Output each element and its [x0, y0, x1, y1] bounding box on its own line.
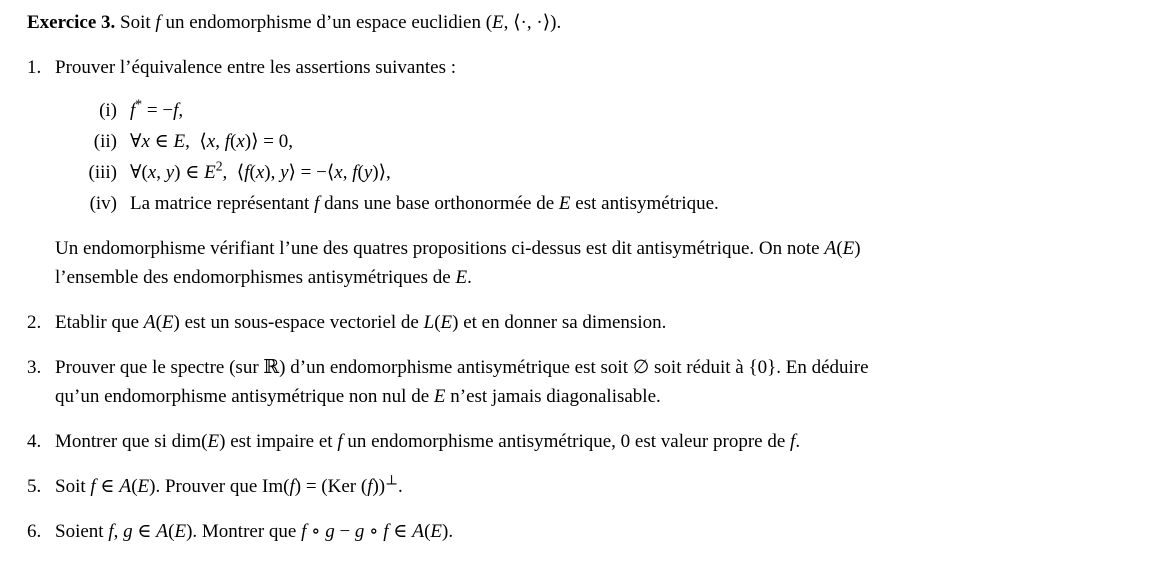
exercise-header	[27, 8, 1135, 37]
text-run: ∘	[306, 521, 326, 542]
assertion-label: (i)	[99, 100, 117, 121]
math-symbol: x	[147, 162, 157, 183]
text-run: ,	[113, 521, 124, 542]
math-symbol: E	[174, 521, 187, 542]
text-run: (	[155, 312, 162, 333]
item-body	[55, 517, 1135, 546]
text-run: dans une base orthonormée de	[319, 193, 559, 214]
text-run: (	[249, 162, 256, 183]
assertion-item-ii	[55, 127, 1135, 156]
text-run: Soient	[55, 521, 109, 542]
text-run: est antisymétrique.	[570, 193, 719, 214]
math-symbol: f	[383, 521, 389, 542]
assertion-label: (iv)	[89, 193, 117, 214]
math-symbol: E	[207, 431, 220, 452]
text-run: Prouver que le spectre (sur ℝ) d’un endomorphisme antisymétrique est soit ∅ soit réduit à {0}. En déduire	[55, 357, 869, 378]
assertion-list	[55, 96, 1135, 218]
math-symbol: f	[314, 193, 320, 214]
exercise-item-4	[27, 427, 1135, 456]
math-symbol: x	[255, 162, 265, 183]
math-symbol: x	[206, 131, 216, 152]
item-body	[55, 353, 1135, 411]
math-symbol: f	[337, 431, 343, 452]
text-run: , ⟨·, ·⟩).	[503, 12, 562, 33]
text-run: .	[467, 267, 472, 288]
text-run: ). Montrer que	[186, 521, 302, 542]
math-symbol: g	[123, 521, 133, 542]
text-run: un endomorphisme antisymétrique, 0 est valeur propre de	[342, 431, 791, 452]
math-symbol: *	[135, 96, 143, 112]
assertion-formula	[130, 127, 1135, 156]
text-run: .	[398, 476, 403, 497]
math-symbol: f	[155, 12, 161, 33]
text-run: ∈	[132, 521, 157, 542]
text-run: (	[131, 476, 138, 497]
math-symbol: f	[790, 431, 796, 452]
math-symbol: f	[289, 476, 295, 497]
item-text-line	[55, 353, 1135, 382]
assertion-label: (iii)	[88, 162, 117, 183]
item-text-line	[55, 427, 1135, 456]
math-symbol: y	[165, 162, 175, 183]
item-text-line	[55, 517, 1135, 546]
math-symbol: E	[204, 162, 216, 183]
math-symbol: f	[130, 100, 136, 121]
item-number: 1.	[27, 57, 42, 78]
math-symbol: E	[492, 12, 504, 33]
text-run: (	[434, 312, 441, 333]
note-text-line	[55, 234, 1135, 263]
math-symbol: A	[412, 521, 425, 542]
text-run: Soit	[55, 476, 91, 497]
math-symbol: f	[244, 162, 250, 183]
text-run: Prouver l’équivalence entre les assertions suivantes :	[55, 57, 456, 78]
math-symbol: ⊥	[385, 472, 398, 488]
math-symbol: E	[455, 267, 468, 288]
assertion-formula	[130, 158, 1135, 187]
math-symbol: x	[141, 131, 150, 152]
text-run: ,	[156, 162, 166, 183]
math-symbol: 2	[215, 158, 223, 174]
exercise-item-5	[27, 472, 1135, 501]
item-number: 3.	[27, 357, 42, 378]
item-body	[55, 427, 1135, 456]
item-note	[55, 234, 1135, 292]
assertion-formula	[130, 96, 1135, 125]
math-symbol: E	[842, 238, 855, 259]
math-symbol: g	[354, 521, 365, 542]
text-run: ) = (Ker (	[294, 476, 368, 497]
exercise-label: Exercice 3.	[27, 12, 116, 33]
text-run: = −	[142, 100, 174, 121]
text-run: ∀	[130, 131, 142, 152]
item-text-line	[55, 53, 1135, 82]
math-symbol: x	[236, 131, 245, 152]
text-run: qu’un endomorphisme antisymétrique non nul de	[55, 386, 434, 407]
text-run: ∈	[388, 521, 413, 542]
text-run: .	[795, 431, 801, 452]
text-run: ) et en donner sa dimension.	[452, 312, 667, 333]
math-symbol: f	[224, 131, 230, 152]
math-symbol: f	[108, 521, 114, 542]
text-run: ). Prouver que Im(	[149, 476, 290, 497]
exercise-item-6	[27, 517, 1135, 546]
item-number: 6.	[27, 521, 42, 542]
exercise-item-2	[27, 308, 1135, 337]
text-run: (	[424, 521, 431, 542]
text-run: ∈	[149, 131, 174, 152]
assertion-item-i	[55, 96, 1135, 125]
math-symbol: L	[423, 312, 435, 333]
math-symbol: y	[363, 162, 373, 183]
item-body	[55, 53, 1135, 292]
item-number: 5.	[27, 476, 42, 497]
math-symbol: f	[301, 521, 307, 542]
text-run: ) est un sous-espace vectoriel de	[173, 312, 424, 333]
text-run: n’est jamais diagonalisable.	[445, 386, 661, 407]
text-run: , ⟨	[222, 162, 245, 183]
text-run: ))	[372, 476, 386, 497]
item-body	[55, 308, 1135, 337]
assertion-item-iii	[55, 158, 1135, 187]
exercise-item-list	[27, 53, 1135, 546]
math-symbol: f	[367, 476, 373, 497]
text-run: (	[357, 162, 364, 183]
text-run: l’ensemble des endomorphismes antisymétriques de	[55, 267, 456, 288]
math-symbol: E	[161, 312, 174, 333]
text-run: (	[168, 521, 175, 542]
item-body	[55, 472, 1135, 501]
assertion-item-iv	[55, 189, 1135, 218]
text-run: La matrice représentant	[130, 193, 315, 214]
assertion-label: (ii)	[93, 131, 117, 152]
math-symbol: f	[352, 162, 358, 183]
math-symbol: f	[90, 476, 96, 497]
text-run: ,	[342, 162, 353, 183]
exercise-intro	[115, 12, 561, 33]
math-symbol: A	[824, 238, 837, 259]
text-run: ∀(	[130, 162, 148, 183]
note-text-line	[55, 263, 1135, 292]
text-run: (	[836, 238, 843, 259]
exercise-item-3	[27, 353, 1135, 411]
text-run: ,	[215, 131, 225, 152]
math-symbol: g	[325, 521, 335, 542]
item-text-line	[55, 382, 1135, 411]
text-run: )⟩,	[372, 162, 391, 183]
math-symbol: E	[433, 386, 446, 407]
text-run: )	[854, 238, 861, 259]
math-symbol: A	[119, 476, 132, 497]
math-symbol: E	[173, 131, 186, 152]
math-symbol: x	[334, 162, 343, 183]
math-symbol: E	[137, 476, 150, 497]
math-symbol: E	[430, 521, 442, 542]
math-symbol: y	[280, 162, 289, 183]
math-symbol: E	[558, 193, 571, 214]
math-symbol: E	[440, 312, 453, 333]
math-symbol: f	[173, 100, 179, 121]
assertion-formula	[130, 189, 1135, 218]
text-run: Etablir que	[55, 312, 144, 333]
text-run: Un endomorphisme vérifiant l’une des quatres propositions ci-dessus est dit antisymétrique. On note	[55, 238, 825, 259]
text-run: )⟩ = 0,	[244, 131, 293, 152]
item-text-line	[55, 308, 1135, 337]
text-run: , ⟨	[185, 131, 207, 152]
text-run: ).	[442, 521, 454, 542]
text-run: un endomorphisme d’un espace euclidien (	[160, 12, 493, 33]
item-number: 2.	[27, 312, 42, 333]
text-run: ⟩ = −⟨	[288, 162, 335, 183]
text-run: ),	[264, 162, 281, 183]
math-symbol: A	[143, 312, 156, 333]
text-run: ∈	[95, 476, 120, 497]
item-number: 4.	[27, 431, 42, 452]
text-run: −	[334, 521, 355, 542]
text-run: ∘	[364, 521, 384, 542]
text-run: ) est impaire et	[219, 431, 338, 452]
text-run: ,	[178, 100, 184, 121]
math-symbol: A	[156, 521, 169, 542]
item-text-line	[55, 472, 1135, 501]
text-run: Montrer que si dim(	[55, 431, 208, 452]
text-run: ) ∈	[174, 162, 205, 183]
text-run: (	[229, 131, 237, 152]
text-run: Soit	[115, 12, 156, 33]
exercise-item-1	[27, 53, 1135, 292]
